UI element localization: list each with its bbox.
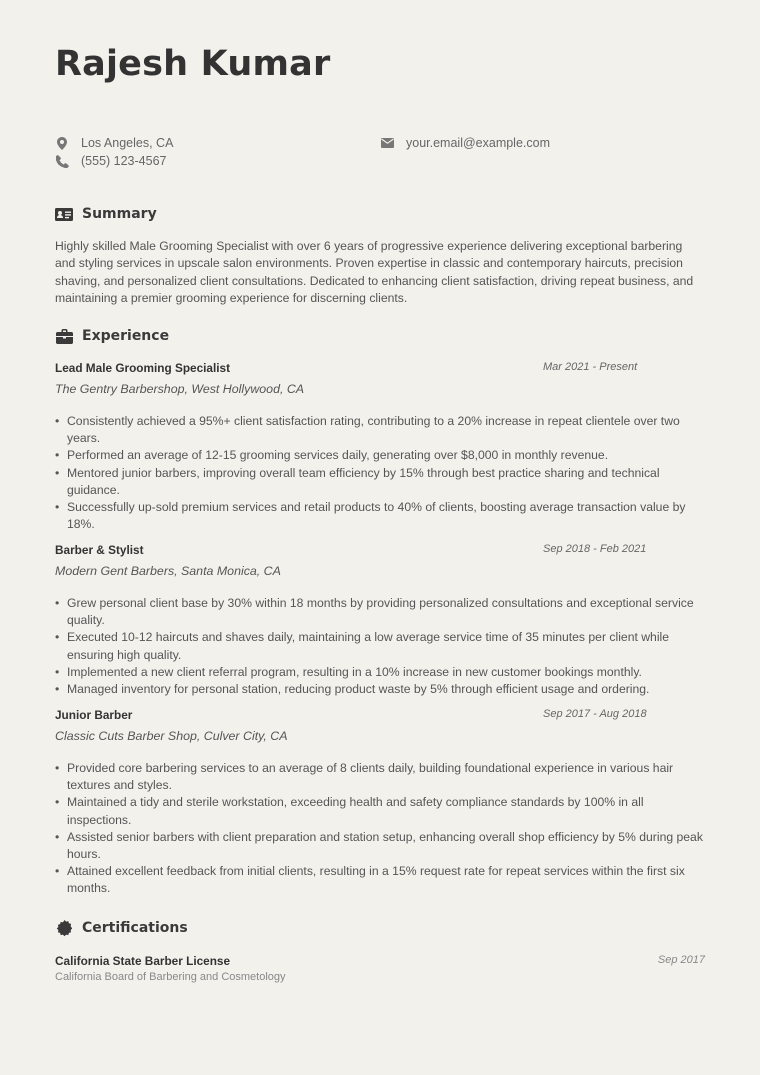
- bullet-item: • Performed an average of 12-15 grooming services daily, generating over $8,000 in monthly revenue.: [55, 447, 705, 464]
- certificate-badge-icon: [55, 919, 73, 937]
- bullet-item: • Attained excellent feedback from initial clients, resulting in a 15% request rate for repeat services within the first six months.: [55, 863, 705, 897]
- bullet-item: • Maintained a tidy and sterile workstation, exceeding health and safety compliance standards by 100% in all inspections.: [55, 794, 705, 828]
- bullet-item: • Assisted senior barbers with client preparation and station setup, enhancing overall shop efficiency by 5% during peak hours.: [55, 829, 705, 863]
- certifications-heading: [55, 919, 188, 937]
- job-title: Lead Male Grooming Specialist: [55, 361, 231, 375]
- summary-heading: [55, 205, 157, 223]
- briefcase-icon: [55, 327, 73, 345]
- job-bullets: [55, 760, 705, 898]
- candidate-name: Rajesh Kumar: [55, 44, 331, 84]
- bullet-item: • Executed 10-12 haircuts and shaves daily, maintaining a low average service time of 35 minutes per client while ensuring high quality.: [55, 629, 705, 663]
- certifications-title: Certifications: [82, 920, 188, 936]
- job-dates: Mar 2021 - Present: [543, 361, 638, 373]
- summary-title: Summary: [82, 206, 157, 222]
- job-company: Classic Cuts Barber Shop, Culver City, CA: [55, 729, 288, 743]
- job-bullets: [55, 595, 705, 698]
- job-title: Barber & Stylist: [55, 543, 144, 557]
- certification-issuer: California Board of Barbering and Cosmetology: [55, 971, 286, 983]
- job-company: The Gentry Barbershop, West Hollywood, CA: [55, 382, 305, 396]
- map-pin-icon: [55, 136, 69, 150]
- certification-date: Sep 2017: [657, 954, 705, 966]
- job-dates: Sep 2018 - Feb 2021: [543, 543, 647, 555]
- phone-icon: [55, 154, 69, 168]
- job-title: Junior Barber: [55, 708, 133, 722]
- email-link[interactable]: your.email@example.com: [406, 136, 550, 150]
- bullet-item: • Successfully up-sold premium services and retail products to 40% of clients, boosting average transaction value by 18%.: [55, 499, 705, 533]
- experience-heading: [55, 327, 169, 345]
- phone-text: (555) 123-4567: [81, 154, 167, 168]
- job-company: Modern Gent Barbers, Santa Monica, CA: [55, 564, 281, 578]
- certification-title: California State Barber License: [55, 954, 231, 968]
- location-text: Los Angeles, CA: [81, 136, 174, 150]
- bullet-item: • Grew personal client base by 30% within 18 months by providing personalized consultations and exceptional service quality.: [55, 595, 705, 629]
- job-bullets: [55, 413, 705, 533]
- bullet-item: • Mentored junior barbers, improving overall team efficiency by 15% through best practice sharing and technical guidance.: [55, 465, 705, 499]
- contact-location: [55, 136, 173, 150]
- experience-title: Experience: [82, 328, 170, 344]
- bullet-item: • Implemented a new client referral program, resulting in a 10% increase in new customer bookings monthly.: [55, 664, 705, 681]
- id-card-icon: [55, 205, 73, 223]
- bullet-item: • Provided core barbering services to an average of 8 clients daily, building foundational experience in various hair textures and styles.: [55, 760, 705, 794]
- contact-phone: [55, 154, 166, 168]
- envelope-icon: [380, 136, 394, 150]
- summary-text: Highly skilled Male Grooming Specialist with over 6 years of progressive experience delivering exceptional barbering and styling services in upscale salon environments. Proven expertise in classic and contemporary haircuts, precision shaving, and personalized client consultations. Dedicated to enhancing client satisfaction, driving repeat business, and maintaining a premier grooming experience for discerning clients.: [55, 239, 694, 305]
- bullet-item: • Consistently achieved a 95%+ client satisfaction rating, contributing to a 20% increase in repeat clientele over two years.: [55, 413, 705, 447]
- bullet-item: • Managed inventory for personal station, reducing product waste by 5% through efficient usage and ordering.: [55, 681, 705, 698]
- contact-email: [380, 136, 550, 150]
- job-dates: Sep 2017 - Aug 2018: [543, 708, 647, 720]
